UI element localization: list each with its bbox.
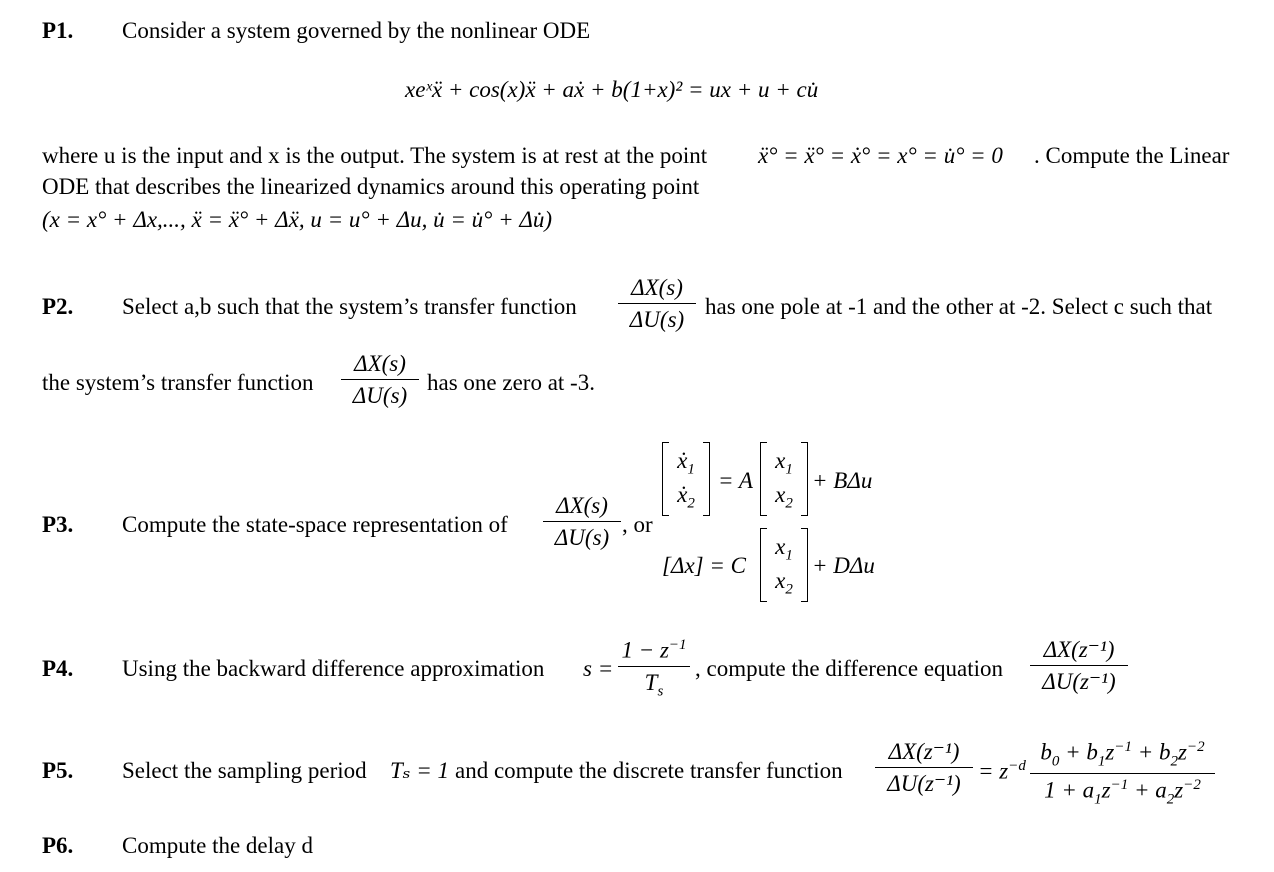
discrete-transfer-function-fraction (1030, 638, 1128, 693)
transfer-function-fraction (543, 494, 621, 549)
tfz-numerator: ΔX(z⁻¹) (1043, 637, 1115, 662)
state-derivative-vector: ẋ$_1$ ẋ$_2$ (662, 442, 710, 516)
problem-text-p2: Select a,b such that the system’s transfer function (122, 294, 577, 319)
operating-point-expression: (x = x° + Δx,..., ẍ = ẍ° + Δẍ, u = u° + Δu, u̇ = u̇° + Δu̇) (42, 207, 553, 232)
problem-text-p3: Compute the state-space representation of (122, 512, 508, 537)
problem-text-p2-d: has one zero at -3. (427, 370, 595, 395)
polynomial-ratio-fraction: $b_0 + b_1z^{-1} + b_2z^{-2}$ $1 + a_1z^{-1} + a_2z^{-2}$ (1030, 740, 1215, 808)
tfz-denominator: ΔU(z⁻¹) (887, 771, 961, 796)
tf-numerator: ΔX(s) (631, 275, 683, 300)
tf-denominator: ΔU(s) (554, 525, 610, 550)
state-vector: $x_1$ $x_2$ (760, 442, 808, 516)
problem-label-p5: P5. (42, 758, 74, 783)
problem-text-p5: Select the sampling period (122, 758, 367, 783)
p1-where-text-c: ODE that describes the linearized dynamics around this operating point (42, 174, 700, 199)
problem-text-p2-b: has one pole at -1 and the other at -2. Select c such that (705, 294, 1213, 319)
problem-label-p6: P6. (42, 833, 74, 858)
backward-difference-fraction: $1 - z^{-1}$ $T_s$ (618, 638, 690, 699)
problem-label-p1: P1. (42, 18, 74, 43)
discrete-transfer-function-fraction (875, 740, 973, 795)
transfer-function-fraction (341, 352, 419, 407)
problem-text-p4-b: , compute the difference equation (695, 656, 1004, 681)
p1-rest-conditions: ẍ° = ẍ° = ẋ° = x° = u̇° = 0 (758, 143, 1003, 168)
problem-label-p2: P2. (42, 294, 74, 319)
tf-denominator: ΔU(s) (629, 307, 685, 332)
tf-numerator: ΔX(s) (354, 351, 406, 376)
tf-numerator: ΔX(s) (556, 493, 608, 518)
ode-equation: xeˣẍ + cos(x)ẍ + aẋ + b(1+x)² = ux + u + cu̇ (405, 77, 819, 102)
sampling-period-value: Tₛ = 1 (390, 758, 450, 783)
tfz-denominator: ΔU(z⁻¹) (1042, 669, 1116, 694)
problem-text-p3-b: , or (622, 512, 653, 537)
problem-label-p4: P4. (42, 656, 74, 681)
tfz-numerator: ΔX(z⁻¹) (888, 739, 960, 764)
problem-label-p3: P3. (42, 512, 74, 537)
problem-text-p6: Compute the delay d (122, 833, 313, 858)
problem-text-p4: Using the backward difference approximation (122, 656, 545, 681)
p1-where-text-a: where u is the input and x is the output. The system is at rest at the point (42, 143, 708, 168)
problem-text-p5-b: and compute the discrete transfer function (455, 758, 843, 783)
problem-text-p2-c: the system’s transfer function (42, 370, 314, 395)
tf-denominator: ΔU(s) (352, 383, 408, 408)
problem-text-p1: Consider a system governed by the nonlinear ODE (122, 18, 591, 43)
p1-where-text-b: . Compute the Linear (1034, 143, 1230, 168)
state-vector: $x_1$ $x_2$ (760, 528, 808, 602)
transfer-function-fraction (618, 276, 696, 331)
